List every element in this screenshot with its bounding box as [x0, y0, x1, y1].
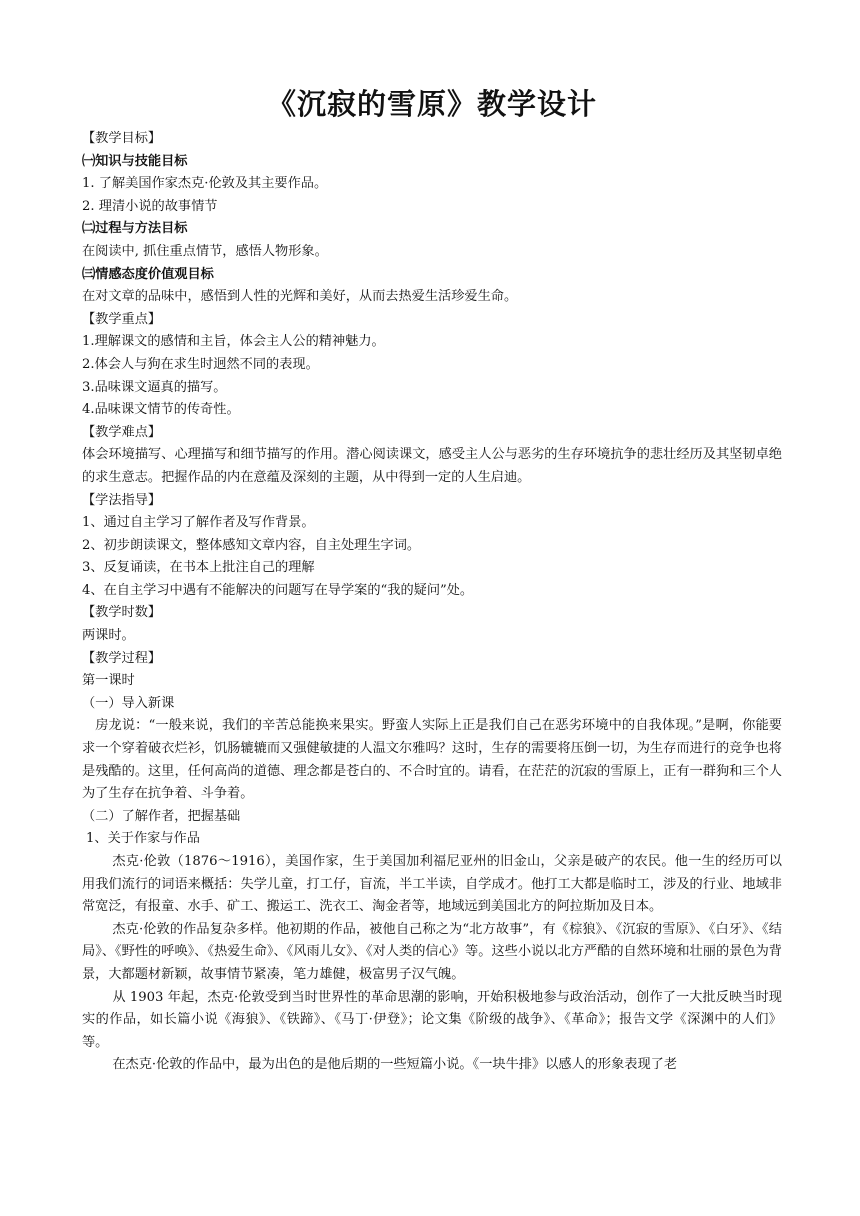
- key-point-item: 2.体会人与狗在求生时迥然不同的表现。: [82, 356, 319, 372]
- intro-paragraph: 房龙说：“一般来说，我们的辛苦总能换来果实。野蛮人实际上正是我们自己在恶劣环境中的自我体现。”是啊，你能要求一个穿着破衣烂衫，饥肠辘辘而又强健敏捷的人温文尔雅吗？这时，生存的需要将压倒一切，为生存而进行的竞争也将是残酷的。这里，任何高尚的道德、理念都是苍白的、不合时宜的。请看，在茫茫的沉寂的雪原上，正有一群狗和三个人为了生存在抗争着、斗争着。: [82, 718, 782, 802]
- section-heading-method: 【学法指导】: [82, 492, 162, 508]
- goal-item: 在对文章的品味中，感悟到人性的光辉和美好，从而去热爱生活珍爱生命。: [82, 289, 518, 305]
- key-point-item: 1.理解课文的感情和主旨，体会主人公的精神魅力。: [82, 334, 385, 350]
- document-page: [82, 82, 782, 1077]
- difficulties-paragraph: 体会环境描写、心理描写和细节描写的作用。潜心阅读课文，感受主人公与恶劣的生存环境抗争的悲壮经历及其坚韧卓绝的求生意志。把握作品的内在意蕴及深刻的主题，从中得到一定的人生启迪。: [82, 447, 782, 485]
- short-stories-paragraph: 在杰克·伦敦的作品中，最为出色的是他后期的一些短篇小说。《一块牛排》以感人的形象表现了老: [112, 1057, 678, 1073]
- goal-item: 1. 了解美国作家杰克·伦敦及其主要作品。: [82, 176, 328, 192]
- method-item: 4、在自主学习中遇有不能解决的问题写在导学案的“我的疑问”处。: [82, 582, 474, 598]
- section-heading-difficulties: 【教学难点】: [82, 424, 162, 440]
- step-subheading: 1、关于作家与作品: [86, 831, 200, 847]
- method-item: 2、初步朗读课文，整体感知文章内容，自主处理生字词。: [82, 537, 421, 553]
- subheading-process: ㈡过程与方法目标: [82, 221, 188, 237]
- section-heading-goals: 【教学目标】: [82, 131, 162, 146]
- key-point-item: 3.品味课文逼真的描写。: [82, 379, 227, 395]
- method-item: 1、通过自主学习了解作者及写作背景。: [82, 515, 315, 531]
- goal-item: 2. 理清小说的故事情节: [82, 198, 218, 214]
- goal-item: 在阅读中, 抓住重点情节，感悟人物形象。: [82, 243, 328, 259]
- later-works-paragraph: 从 1903 年起，杰克·伦敦受到当时世界性的革命思潮的影响，开始积极地参与政治活动，创作了一大批反映当时现实的作品，如长篇小说《海狼》、《铁蹄》、《马丁·伊登》；论文集《阶级的战争》、《革命》；报告文学《深渊中的人们》等。: [82, 989, 782, 1050]
- section-heading-process: 【教学过程】: [82, 650, 162, 666]
- key-point-item: 4.品味课文情节的传奇性。: [82, 402, 240, 418]
- works-paragraph: 杰克·伦敦的作品复杂多样。他初期的作品，被他自己称之为“北方故事”，有《棕狼》、《沉寂的雪原》、《白牙》、《结局》、《野性的呼唤》、《热爱生命》、《风雨儿女》、《对人类的信心》等。这些小说以北方严酷的自然环境和壮丽的景色为背景，大都题材新颖，故事情节紧凑，笔力雄健，极富男子汉气魄。: [82, 921, 782, 982]
- author-paragraph: 杰克·伦敦（1876～1916），美国作家，生于美国加利福尼亚州的旧金山，父亲是破产的农民。他一生的经历可以用我们流行的词语来概括：失学儿童，打工仔，盲流，半工半读，自学成才。他打工大都是临时工，涉及的行业、地域非常宽泛，有报童、水手、矿工、搬运工、洗衣工、淘金者等，地域远到美国北方的阿拉斯加及日本。: [82, 854, 782, 915]
- section-heading-hours: 【教学时数】: [82, 605, 162, 621]
- method-item: 3、反复诵读，在书本上批注自己的理解: [82, 560, 315, 576]
- section-heading-key-points: 【教学重点】: [82, 311, 162, 327]
- subheading-knowledge: ㈠知识与技能目标: [82, 153, 188, 169]
- step-heading-author: （二）了解作者，把握基础: [82, 808, 241, 824]
- document-title: 《沉寂的雪原》教学设计: [266, 87, 597, 121]
- hours-text: 两课时。: [82, 628, 135, 644]
- subheading-emotion: ㈢情感态度价值观目标: [82, 266, 214, 282]
- lesson-label: 第一课时: [82, 673, 135, 689]
- step-heading-intro: （一）导入新课: [82, 695, 175, 711]
